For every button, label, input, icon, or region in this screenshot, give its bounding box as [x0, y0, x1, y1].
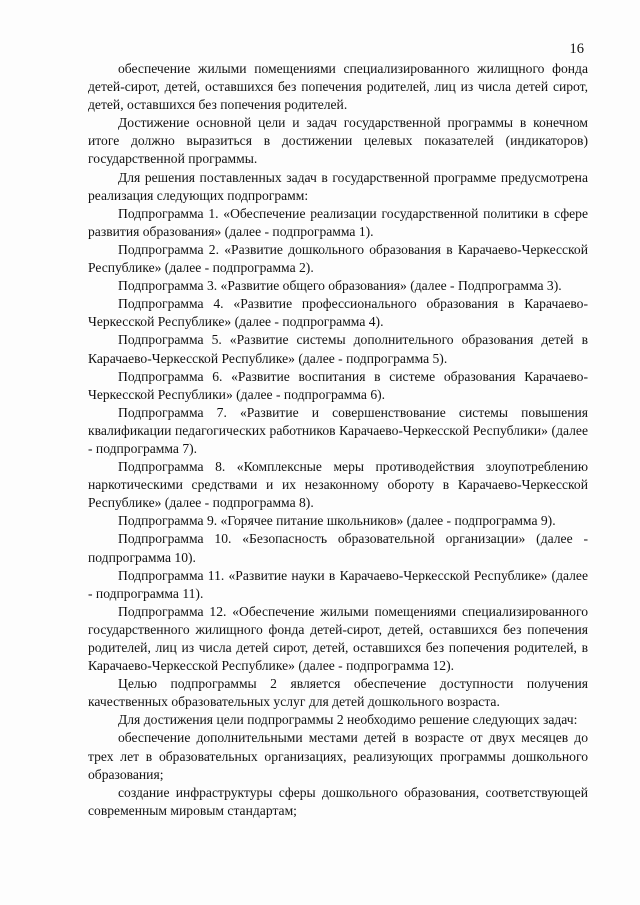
paragraph-subprogram-7: Подпрограмма 7. «Развитие и совершенствование системы повышения квалификации педагогических работников Карачаево-Черкесской Республики» (далее - подпрограмма 7). — [88, 404, 588, 456]
paragraph-subprogram-12: Подпрограмма 12. «Обеспечение жилыми помещениями специализированного государственного жилищного фонда детей-сирот, детей, оставшихся без попечения родителей, лиц из числа детей сирот, детей, оставшихся без попечения родителей, в Карачаево-Черкесской Республике» (далее - подпрограмма 12). — [88, 603, 588, 674]
paragraph-subprogram-3: Подпрограмма 3. «Развитие общего образования» (далее - Подпрограмма 3). — [118, 278, 562, 294]
paragraph: Достижение основной цели и задач государственной программы в конечном итоге должно выразиться в достижении целевых показателей (индикаторов) государственной программы. — [88, 115, 588, 167]
paragraph: обеспечение дополнительными местами детей в возрасте от двух месяцев до трех лет в образовательных организациях, реализующих программы дошкольного образования; — [88, 730, 588, 782]
paragraph: Для решения поставленных задач в государственной программе предусмотрена реализация следующих подпрограмм: — [88, 169, 588, 203]
paragraph-subprogram-4: Подпрограмма 4. «Развитие профессионального образования в Карачаево-Черкесской Республике» (далее - подпрограмма 4). — [88, 296, 588, 330]
paragraph-subprogram-9: Подпрограмма 9. «Горячее питание школьников» (далее - подпрограмма 9). — [118, 513, 556, 529]
paragraph: Целью подпрограммы 2 является обеспечение доступности получения качественных образовательных услуг для детей дошкольного возраста. — [88, 676, 588, 710]
paragraph-subprogram-5: Подпрограмма 5. «Развитие системы дополнительного образования детей в Карачаево-Черкесской Республике» (далее - подпрограмма 5). — [88, 332, 588, 366]
paragraph: Для достижения цели подпрограммы 2 необходимо решение следующих задач: — [118, 712, 578, 728]
paragraph: создание инфраструктуры сферы дошкольного образования, соответствующей современным мировым стандартам; — [88, 784, 588, 818]
paragraph: обеспечение жилыми помещениями специализированного жилищного фонда детей-сирот, детей, оставшихся без попечения родителей, лиц из числа детей сирот, детей, оставшихся без попечения родителей. — [88, 61, 588, 113]
paragraph-subprogram-10: Подпрограмма 10. «Безопасность образовательной организации» (далее - подпрограмма 10). — [88, 531, 588, 565]
paragraph-subprogram-1: Подпрограмма 1. «Обеспечение реализации государственной политики в сфере развития образования» (далее - подпрограмма 1). — [88, 205, 588, 239]
paragraph-subprogram-2: Подпрограмма 2. «Развитие дошкольного образования в Карачаево-Черкесской Республике» (далее - подпрограмма 2). — [88, 241, 588, 276]
paragraph-subprogram-11: Подпрограмма 11. «Развитие науки в Карачаево-Черкесской Республике» (далее - подпрограмма 11). — [88, 567, 588, 601]
page-number: 16 — [569, 41, 584, 57]
paragraph-subprogram-6: Подпрограмма 6. «Развитие воспитания в системе образования Карачаево-Черкесской Республики» (далее - подпрограмма 6). — [88, 368, 588, 402]
paragraph-subprogram-8: Подпрограмма 8. «Комплексные меры противодействия злоупотреблению наркотическими средствами и их незаконному обороту в Карачаево-Черкесской Республике» (далее - подпрограмма 8). — [88, 459, 588, 511]
document-body — [88, 60, 588, 820]
